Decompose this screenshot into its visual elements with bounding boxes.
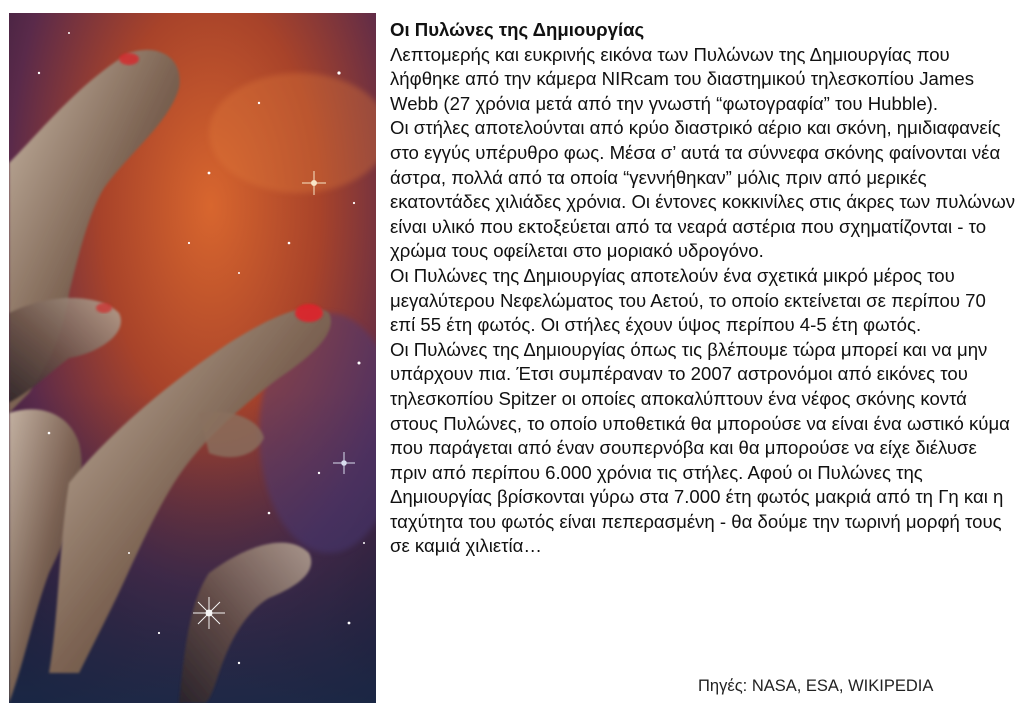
pillars-of-creation-image: [9, 13, 376, 703]
paragraph-2: Οι στήλες αποτελούνται από κρύο διαστρικό αέριο και σκόνη, ημιδιαφανείς στο εγγύς υπέρυθρο φως. Μέσα σ’ αυτά τα σύννεφα σκόνης φαίνονται νέα άστρα, πολλά από τα οποία “γεννήθηκαν” μόλις πριν από μερικές εκατοντάδες χιλιάδες χρόνια. Οι έντονες κοκκινίλες στις άκρες των πυλώνων είναι υλικό που εκτοξεύεται από τα νεαρά αστέρια που σχηματίζονται - το χρώμα τους οφείλεται στο μοριακό υδρογόνο.: [390, 117, 1016, 262]
paragraph-4: Οι Πυλώνες της Δημιουργίας όπως τις βλέπουμε τώρα μπορεί και να μην υπάρχουν πια. Έτσι συμπέραναν το 2007 αστρονόμοι από εικόνες του τηλεσκοπίου Spitzer οι οποίες αποκαλύπτουν ένα νέφος σκόνης κοντά στους Πυλώνες, το οποίο υποθετικά θα μπορούσε να είναι ένα ωστικό κύμα που παράγεται από έναν σουπερνόβα και θα μπορούσε να είχε διέλυσε πριν από περίπου 6.000 χρόνια τις στήλες. Αφού οι Πυλώνες της Δημιουργίας βρίσκονται γύρω στα 7.000 έτη φωτός μακριά από τη Γη και η ταχύτητα του φωτός είναι πεπερασμένη - θα δούμε την τωρινή μορφή τους σε καμιά χιλιετία…: [390, 338, 1010, 557]
sources-credit: Πηγές: NASA, ESA, WIKIPEDIA: [698, 677, 934, 695]
article-title: Οι Πυλώνες της Δημιουργίας: [390, 19, 645, 40]
paragraph-3: Οι Πυλώνες της Δημιουργίας αποτελούν ένα σχετικά μικρό μέρος του μεγαλύτερου Νεφελώματος του Αετού, το οποίο εκτείνεται σε περίπου 70 επί 55 έτη φωτός. Οι στήλες έχουν ύψος περίπου 4-5 έτη φωτός.: [390, 264, 986, 336]
paragraph-1: Λεπτομερής και ευκρινής εικόνα των Πυλώνων της Δημιουργίας που λήφθηκε από την κάμερα NIRcam του διαστημικού τηλεσκοπίου James Webb (27 χρόνια μετά από την γνωστή “φωτογραφία” του Hubble).: [390, 43, 975, 114]
article: [390, 18, 1016, 559]
